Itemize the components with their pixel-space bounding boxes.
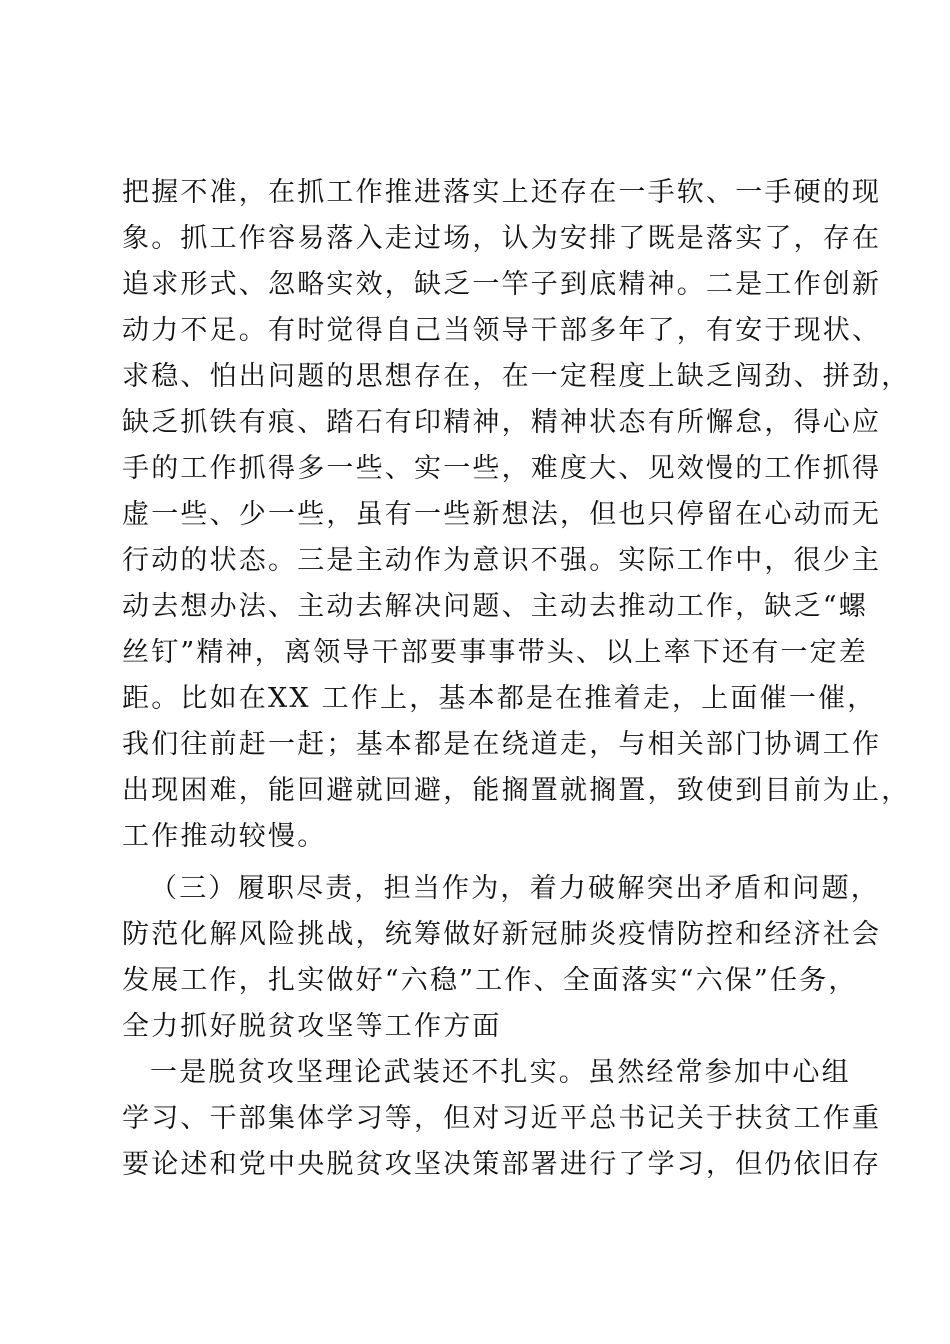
body-text-line: 出现困难，能回避就回避，能搁置就搁置，致使到目前为止， (122, 775, 911, 806)
body-text-line: 要论述和党中央脱贫攻坚决策部署进行了学习，但仍依旧存 (122, 1149, 882, 1180)
body-text-line: 追求形式、忽略实效，缺乏一竿子到底精神。二是工作创新 (122, 269, 882, 300)
body-text-line: 把握不准，在抓工作推进落实上还存在一手软、一手硬的现 (122, 177, 882, 208)
body-text-line: 缺乏抓铁有痕、踏石有印精神，精神状态有所懈怠，得心应 (122, 407, 882, 438)
body-text-line: 工作推动较慢。 (122, 821, 327, 852)
section-heading-line: 防范化解风险挑战，统筹做好新冠肺炎疫情防控和经济社会 (122, 919, 882, 950)
section-heading-line: 全力抓好脱贫攻坚等工作方面 (122, 1011, 502, 1042)
body-text-line: 求稳、怕出问题的思想存在，在一定程度上缺乏闯劲、拼劲， (122, 361, 911, 392)
body-text-line: 动力不足。有时觉得自己当领导干部多年了，有安于现状、 (122, 315, 882, 346)
body-text-line: 行动的状态。三是主动作为意识不强。实际工作中，很少主 (122, 545, 882, 576)
body-text-line: 我们往前赶一赶；基本都是在绕道走，与相关部门协调工作 (122, 729, 882, 760)
body-text-line: 虚一些、少一些，虽有一些新想法，但也只停留在心动而无 (122, 499, 882, 530)
section-heading-line: 发展工作，扎实做好“六稳”工作、全面落实“六保”任务， (122, 965, 858, 996)
body-text-line: 象。抓工作容易落入走过场，认为安排了既是落实了，存在 (122, 223, 882, 254)
body-text-line: 动去想办法、主动去解决问题、主动去推动工作，缺乏“螺 (122, 591, 869, 622)
section-heading-line: （三）履职尽责，担当作为，着力破解突出矛盾和问题， (150, 873, 880, 904)
body-text-line: 学习、干部集体学习等，但对习近平总书记关于扶贫工作重 (122, 1103, 882, 1134)
body-text-line: 手的工作抓得多一些、实一些，难度大、见效慢的工作抓得 (122, 453, 882, 484)
body-text-line: 距。比如在XX 工作上，基本都是在推着走，上面催一催， (122, 683, 877, 714)
body-text-line: 一是脱贫攻坚理论武装还不扎实。虽然经常参加中心组 (150, 1057, 851, 1088)
body-text-line: 丝钉”精神，离领导干部要事事带头、以上率下还有一定差 (122, 637, 869, 668)
